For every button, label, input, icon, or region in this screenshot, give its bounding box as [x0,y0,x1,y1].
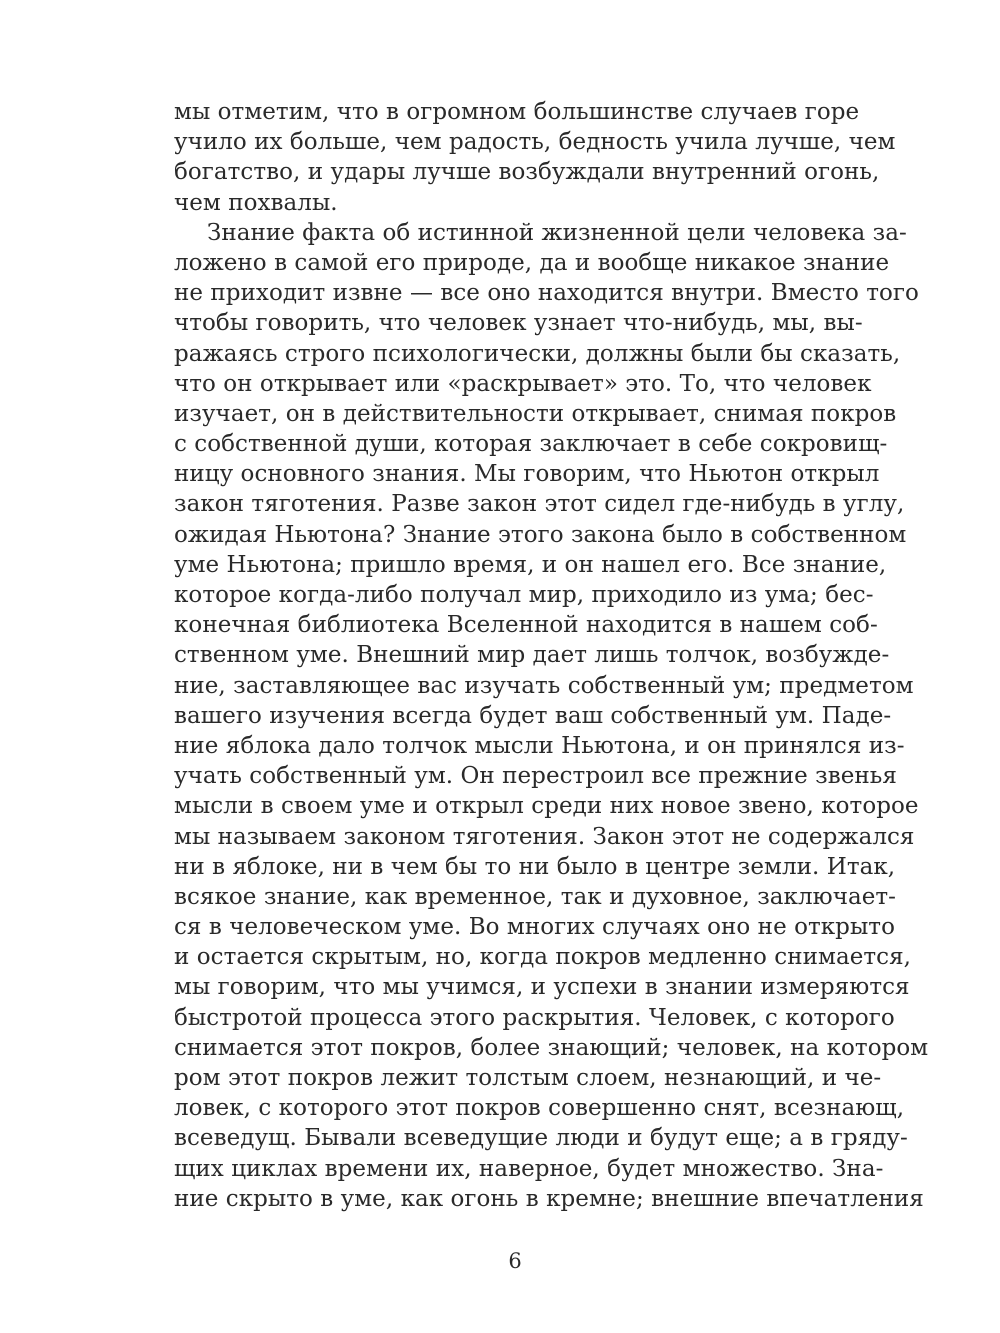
paragraph-1 [174,97,896,218]
text-line: ром этот покров лежит толстым слоем, незнающий, и че- [174,1065,882,1091]
paragraph-2 [174,218,929,1214]
text-line: всеведущ. Бывали всеведущие люди и будут еще; а в гряду- [174,1125,908,1152]
text-line: не приходит извне — все оно находится внутри. Вместо того [174,280,919,307]
text-line: быстротой процесса этого раскрытия. Человек, с которого [174,1004,895,1031]
text-line: ние скрыто в уме, как огонь в кремне; внешние впечатления [174,1185,924,1212]
text-line: ловек, с которого этот покров совершенно снят, всезнающ, [174,1095,905,1122]
text-line: с собственной души, которая заключает в себе сокровищ- [174,431,888,458]
text-line: учило их больше, чем радость, бедность учила лучше, чем [174,129,896,156]
text-line: ние, заставляющее вас изучать собственный ум; предметом [174,672,914,699]
text-line: ражаясь строго психологически, должны были бы сказать, [174,340,901,367]
text-line: ницу основного знания. Мы говорим, что Ньютон открыл [174,461,880,488]
text-line: ложено в самой его природе, да и вообще никакое знание [174,249,890,276]
text-line: уме Ньютона; пришло время, и он нашел его. Все знание, [174,551,887,578]
text-line: всякое знание, как временное, так и духовное, заключает- [174,883,896,910]
text-line: мы называем законом тяготения. Закон этот не содержался [174,823,915,850]
text-line: ожидая Ньютона? Знание этого закона было в собственном [174,521,907,548]
text-line: ся в человеческом уме. Во многих случаях оно не открыто [174,914,895,941]
text-line: чтобы говорить, что человек узнает что-нибудь, мы, вы- [174,310,863,337]
page-number: 6 [508,1249,522,1273]
text-line: изучает, он в действительности открывает, снимая покров [174,400,897,427]
page-body-text [174,97,929,1214]
text-line: мы отметим, что в огромном большинстве случаев горе [174,99,860,125]
text-line: снимается этот покров, более знающий; человек, на котором [174,1034,929,1061]
text-line: ние яблока дало толчок мысли Ньютона, и он принялся из- [174,732,905,759]
text-line: ственном уме. Внешний мир дает лишь толчок, возбужде- [174,642,890,669]
text-line: учать собственный ум. Он перестроил все прежние звенья [174,763,897,790]
text-line: мысли в своем уме и открыл среди них новое звено, которое [174,793,919,820]
text-line: закон тяготения. Разве закон этот сидел где-нибудь в углу, [174,491,905,518]
text-line: вашего изучения всегда будет ваш собственный ум. Паде- [174,702,892,729]
text-line: Знание факта об истинной жизненной цели человека за- [207,219,907,246]
text-line: что он открывает или «раскрывает» это. То, что человек [174,370,872,397]
text-line: щих циклах времени их, наверное, будет множество. Зна- [174,1155,884,1182]
text-line: мы говорим, что мы учимся, и успехи в знании измеряются [174,974,910,1001]
text-line: конечная библиотека Вселенной находится в нашем соб- [174,612,878,639]
text-line: чем похвалы. [174,189,338,216]
text-line: богатство, и удары лучше возбуждали внутренний огонь, [174,159,880,186]
text-line: ни в яблоке, ни в чем бы то ни было в центре земли. Итак, [174,853,896,880]
text-line: и остается скрытым, но, когда покров медленно снимается, [174,944,911,971]
text-line: которое когда-либо получал мир, приходило из ума; бес- [174,582,874,608]
